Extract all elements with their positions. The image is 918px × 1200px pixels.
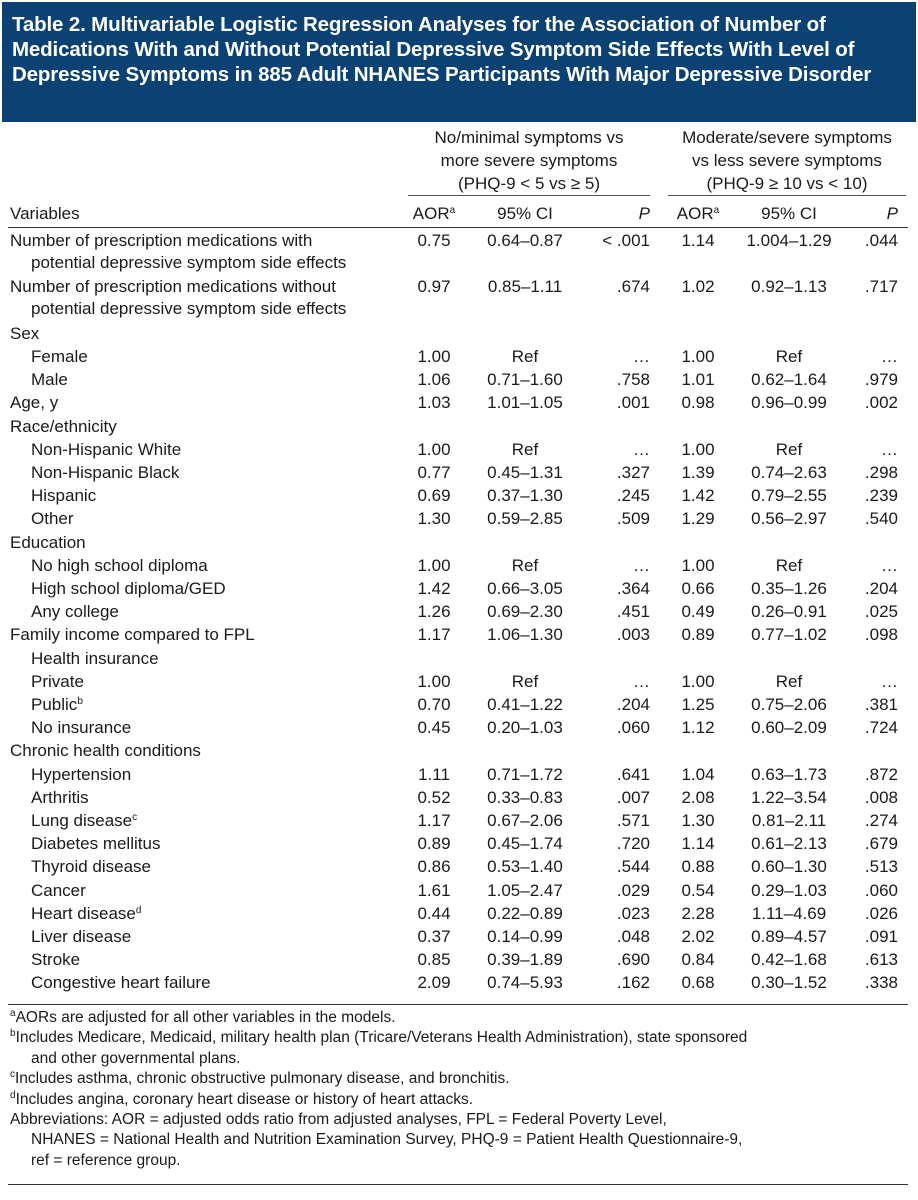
cell-ci-2: 0.35–1.26 (751, 579, 827, 598)
table-row (10, 787, 906, 810)
cell-p-1: .674 (616, 277, 650, 297)
cell-aor-1: 0.70 (417, 695, 451, 714)
cell-aor-2: 1.12 (681, 718, 715, 738)
cell-aor-2: 0.88 (681, 857, 715, 877)
table-row (10, 276, 906, 319)
cell-aor-2: 1.30 (681, 811, 715, 830)
footnote: $^a$AORs are adjusted for all other variables in the models. (10, 1008, 396, 1026)
cell-aor-2: 1.00 (681, 671, 715, 691)
cell-ci-2: 0.60–2.09 (751, 718, 827, 738)
aor-header-1: AOR$^a$ (412, 204, 456, 223)
row-label: Congestive heart failure (31, 973, 211, 993)
cell-aor-1: 1.03 (417, 393, 451, 413)
body-bottom-rule (8, 1004, 908, 1005)
cell-aor-1: 1.17 (417, 811, 451, 830)
cell-ci-2: 0.89–4.57 (751, 927, 827, 946)
cell-p-1: .509 (616, 509, 650, 529)
row-label-continued: potential depressive symptom side effects (31, 253, 347, 272)
cell-p-1: .451 (616, 602, 650, 622)
cell-aor-2: 1.04 (681, 764, 715, 784)
group-2-line-3: (PHQ-9 ≥ 10 vs < 10) (706, 174, 868, 193)
cell-ci-2: 0.75–2.06 (751, 695, 827, 714)
cell-p-2: .872 (864, 764, 898, 784)
cell-ci-2: 0.56–2.97 (751, 509, 827, 529)
cell-p-1: … (633, 671, 650, 691)
row-label: Female (31, 347, 88, 366)
aor-header-2: AOR$^a$ (676, 204, 720, 223)
cell-ci-2: Ref (775, 555, 803, 575)
table-row (10, 717, 906, 740)
group-header-2 (668, 126, 906, 195)
cell-p-1: .720 (616, 834, 650, 854)
cell-ci-2: 0.79–2.55 (751, 486, 827, 506)
cell-p-2: .338 (864, 973, 898, 993)
row-label: Other (31, 509, 74, 529)
row-label: Lung disease$^c$ (31, 811, 138, 830)
table-row (10, 462, 906, 485)
cell-aor-2: 2.08 (681, 787, 715, 807)
cell-ci-2: Ref (775, 439, 803, 459)
cell-aor-1: 1.26 (417, 602, 451, 622)
cell-ci-2: 0.77–1.02 (751, 625, 827, 645)
table-row (10, 972, 906, 995)
group-2-line-2: vs less severe symptoms (692, 151, 882, 170)
row-label: Number of prescription medications without (10, 277, 336, 297)
row-label: Diabetes mellitus (31, 834, 161, 854)
cell-ci-2: Ref (775, 671, 803, 691)
cell-ci-2: 0.42–1.68 (751, 950, 827, 970)
table-row (10, 856, 906, 879)
cell-ci-2: 1.22–3.54 (751, 787, 827, 807)
cell-aor-2: 1.42 (681, 486, 715, 506)
cell-ci-1: Ref (511, 671, 539, 691)
table-row (10, 624, 906, 647)
cell-ci-1: 0.71–1.72 (487, 764, 563, 784)
cell-ci-2: 0.29–1.03 (751, 880, 827, 900)
cell-p-2: .513 (864, 857, 898, 877)
cell-aor-2: 2.02 (681, 927, 715, 946)
cell-aor-1: 0.44 (417, 903, 451, 923)
cell-ci-1: 0.37–1.30 (487, 486, 563, 506)
cell-aor-1: 2.09 (417, 973, 451, 993)
section-row (10, 740, 906, 763)
footnote: Abbreviations: AOR = adjusted odds ratio from adjusted analyses, FPL = Federal Poverty Level, NHANES = National Health and Nutrition Examination Survey, PHQ-9 = Patient Health Questionnaire-9, ref = reference group. (10, 1111, 743, 1169)
row-label: Private (31, 671, 84, 691)
cell-ci-2: 1.11–4.69 (751, 903, 827, 923)
section-row (10, 323, 906, 346)
cell-p-2: … (881, 671, 898, 691)
group-2-rule (668, 195, 906, 196)
table-row (10, 810, 906, 833)
cell-p-1: .204 (616, 695, 650, 714)
row-label: Male (31, 370, 68, 390)
row-label: No high school diploma (31, 555, 208, 575)
cell-aor-1: 1.00 (417, 439, 451, 459)
cell-p-1: .003 (616, 625, 650, 645)
cell-p-1: .023 (616, 903, 650, 923)
row-label: Race/ethnicity (10, 416, 117, 436)
ci-header-2: 95% CI (761, 204, 817, 223)
table-body (10, 230, 906, 1004)
row-label: Chronic health conditions (10, 741, 201, 761)
section-row (10, 416, 906, 439)
group-2-line-1: Moderate/severe symptoms (682, 128, 892, 147)
section-row (10, 532, 906, 555)
cell-aor-1: 0.97 (417, 277, 451, 297)
group-1-line-1: No/minimal symptoms vs (434, 128, 624, 147)
table-row (10, 578, 906, 601)
cell-aor-1: 1.00 (417, 347, 451, 366)
cell-aor-1: 1.00 (417, 671, 451, 691)
cell-aor-2: 0.54 (681, 880, 715, 900)
row-label: Any college (31, 602, 119, 622)
cell-p-2: .060 (864, 880, 898, 900)
cell-p-2: .002 (864, 393, 898, 413)
cell-aor-1: 1.61 (417, 880, 451, 900)
cell-ci-2: 0.63–1.73 (751, 764, 827, 784)
row-label: Thyroid disease (31, 857, 152, 877)
cell-p-1: .245 (616, 486, 650, 506)
cell-p-2: .724 (864, 718, 898, 738)
p-header-2: P (886, 204, 898, 223)
cell-ci-1: 0.20–1.03 (487, 718, 563, 738)
table-row (10, 903, 906, 926)
cell-p-1: .029 (616, 880, 650, 900)
cell-ci-1: Ref (511, 439, 539, 459)
cell-aor-1: 1.30 (417, 509, 451, 529)
cell-aor-1: 0.75 (417, 231, 451, 250)
cell-aor-1: 1.00 (417, 555, 451, 575)
row-label: Hypertension (31, 764, 132, 784)
cell-aor-2: 0.68 (681, 973, 715, 993)
cell-aor-2: 1.14 (681, 834, 715, 854)
cell-aor-1: 0.69 (417, 486, 451, 506)
group-1-line-2: more severe symptoms (440, 151, 618, 170)
cell-aor-1: 1.42 (417, 579, 451, 598)
variables-header: Variables (10, 204, 80, 223)
table-row (10, 671, 906, 694)
header-rule (8, 227, 908, 228)
row-label: Non-Hispanic Black (31, 463, 180, 482)
cell-ci-1: 1.05–2.47 (487, 880, 563, 900)
cell-ci-1: 0.45–1.31 (487, 463, 563, 482)
cell-ci-1: 0.59–2.85 (487, 509, 563, 529)
cell-ci-1: Ref (511, 555, 539, 575)
cell-p-2: .274 (864, 811, 898, 830)
table-row (10, 555, 906, 578)
table-row (10, 485, 906, 508)
table-row (10, 949, 906, 972)
table-row (10, 926, 906, 949)
cell-p-1: .641 (616, 764, 650, 784)
row-label-continued: potential depressive symptom side effects (31, 299, 347, 319)
cell-p-1: … (633, 555, 650, 575)
cell-aor-1: 0.86 (417, 857, 451, 877)
row-label: High school diploma/GED (31, 579, 226, 598)
row-label: Stroke (31, 950, 81, 970)
cell-aor-1: 0.37 (417, 927, 451, 946)
cell-p-2: … (881, 439, 898, 459)
cell-aor-2: 2.28 (681, 903, 715, 923)
group-1-rule (408, 195, 650, 196)
cell-ci-1: 0.67–2.06 (487, 811, 563, 830)
cell-p-1: … (633, 347, 650, 366)
footnotes (10, 1008, 906, 1171)
cell-aor-2: 0.49 (681, 602, 715, 622)
cell-p-2: .026 (864, 903, 898, 923)
cell-ci-2: 0.96–0.99 (751, 393, 827, 413)
cell-ci-1: 0.71–1.60 (487, 370, 563, 390)
cell-aor-1: 0.45 (417, 718, 451, 738)
cell-aor-2: 1.00 (681, 555, 715, 575)
row-label: Non-Hispanic White (31, 439, 182, 459)
cell-aor-1: 0.89 (417, 834, 451, 854)
cell-p-1: < .001 (602, 231, 650, 250)
footnote: $^d$Includes angina, coronary heart disease or history of heart attacks. (10, 1089, 474, 1108)
table-row (10, 764, 906, 787)
footnotes-bottom-rule (8, 1184, 908, 1185)
row-label: Education (10, 532, 86, 552)
cell-p-2: .098 (864, 625, 898, 645)
cell-p-2: .381 (864, 695, 898, 714)
table-row (10, 694, 906, 717)
cell-p-2: .008 (864, 787, 898, 807)
cell-ci-2: 0.81–2.11 (751, 811, 827, 830)
cell-p-2: .717 (864, 277, 898, 297)
table-row (10, 833, 906, 856)
cell-aor-2: 1.00 (681, 347, 715, 366)
cell-ci-2: 0.30–1.52 (751, 973, 827, 993)
cell-p-2: .091 (864, 927, 898, 946)
cell-p-1: .544 (616, 857, 650, 877)
cell-aor-2: 1.02 (681, 277, 715, 297)
row-label: Number of prescription medications with (10, 231, 313, 250)
cell-aor-2: 1.14 (681, 231, 715, 250)
cell-aor-1: 0.77 (417, 463, 451, 482)
cell-p-1: .571 (616, 811, 650, 830)
cell-ci-1: 0.85–1.11 (487, 277, 563, 297)
cell-p-2: .239 (864, 486, 898, 506)
cell-aor-1: 0.85 (417, 950, 451, 970)
cell-p-1: … (633, 439, 650, 459)
cell-aor-1: 1.06 (417, 370, 451, 390)
cell-p-2: .540 (864, 509, 898, 529)
table-row (10, 508, 906, 531)
cell-p-1: .007 (616, 787, 650, 807)
row-label: Arthritis (31, 787, 89, 807)
footnote: $^c$Includes asthma, chronic obstructive pulmonary disease, and bronchitis. (10, 1069, 510, 1088)
cell-ci-1: 1.06–1.30 (487, 625, 563, 645)
group-header-1 (408, 126, 650, 195)
cell-aor-2: 0.84 (681, 950, 715, 970)
cell-ci-2: Ref (775, 347, 803, 366)
row-label: Liver disease (31, 927, 132, 946)
cell-aor-2: 1.39 (681, 463, 715, 482)
cell-p-2: .298 (864, 463, 898, 482)
cell-ci-1: Ref (511, 347, 539, 366)
section-row (10, 648, 906, 671)
cell-ci-1: 0.45–1.74 (487, 834, 563, 854)
row-label: Public$^b$ (31, 695, 83, 714)
cell-p-1: .690 (616, 950, 650, 970)
cell-ci-2: 0.60–1.30 (751, 857, 827, 877)
footnote: $^b$Includes Medicare, Medicaid, military health plan (Tricare/Veterans Health Administration), state sponsored and other governmental plans. (10, 1028, 748, 1067)
cell-aor-2: 1.25 (681, 695, 715, 714)
cell-ci-2: 0.61–2.13 (751, 834, 827, 854)
ci-header-1: 95% CI (497, 204, 553, 223)
cell-p-2: .044 (864, 231, 898, 250)
cell-ci-2: 0.74–2.63 (751, 463, 827, 482)
cell-aor-2: 1.00 (681, 439, 715, 459)
cell-p-1: .001 (616, 393, 650, 413)
row-label: Sex (10, 323, 40, 343)
cell-aor-2: 1.29 (681, 509, 715, 529)
cell-p-1: .060 (616, 718, 650, 738)
cell-aor-1: 1.11 (418, 764, 450, 784)
cell-p-2: .613 (864, 950, 898, 970)
cell-ci-1: 0.14–0.99 (487, 927, 563, 946)
cell-p-1: .162 (616, 973, 650, 993)
cell-aor-2: 1.01 (681, 370, 715, 390)
cell-ci-1: 0.41–1.22 (487, 695, 563, 714)
cell-ci-1: 0.53–1.40 (487, 857, 563, 877)
cell-p-2: … (881, 347, 898, 366)
cell-ci-1: 1.01–1.05 (487, 393, 563, 413)
cell-ci-2: 0.62–1.64 (751, 370, 827, 390)
cell-ci-1: 0.33–0.83 (487, 787, 563, 807)
row-label: Family income compared to FPL (10, 625, 255, 645)
row-label: Hispanic (31, 486, 97, 506)
cell-p-1: .327 (616, 463, 650, 482)
cell-ci-2: 0.26–0.91 (751, 602, 827, 622)
table-row (10, 346, 906, 369)
cell-ci-1: 0.74–5.93 (487, 973, 563, 993)
table-row (10, 392, 906, 415)
cell-ci-1: 0.39–1.89 (487, 950, 563, 970)
row-label: No insurance (31, 718, 132, 738)
table-row (10, 439, 906, 462)
cell-ci-1: 0.22–0.89 (487, 903, 563, 923)
table-row (10, 601, 906, 624)
table-row (10, 230, 906, 272)
cell-aor-2: 0.66 (681, 579, 715, 598)
cell-ci-2: 0.92–1.13 (751, 277, 827, 297)
table-row (10, 369, 906, 392)
row-label: Health insurance (31, 648, 159, 668)
row-label: Cancer (31, 880, 86, 900)
cell-ci-1: 0.66–3.05 (487, 579, 563, 598)
row-label: Age, y (10, 393, 59, 413)
table-title: Table 2. Multivariable Logistic Regression Analyses for the Association of Number of Medications With and Without Potential Depressive Symptom Side Effects With Level of Depressive Symptoms in 885 Adult NHANES Participants With Major Depressive Disorder (2, 2, 916, 122)
cell-aor-2: 0.98 (681, 393, 715, 413)
cell-p-2: .025 (864, 602, 898, 622)
cell-ci-1: 0.69–2.30 (487, 602, 563, 622)
cell-ci-2: 1.004–1.29 (746, 231, 832, 250)
cell-p-2: .979 (864, 370, 898, 390)
cell-p-1: .364 (616, 579, 650, 598)
cell-aor-2: 0.89 (681, 625, 715, 645)
cell-p-2: .204 (864, 579, 898, 598)
cell-p-1: .758 (616, 370, 650, 390)
cell-aor-1: 1.17 (417, 625, 451, 645)
cell-aor-1: 0.52 (417, 787, 451, 807)
group-1-line-3: (PHQ-9 < 5 vs ≥ 5) (457, 174, 601, 193)
cell-ci-1: 0.64–0.87 (487, 231, 563, 250)
cell-p-1: .048 (616, 927, 650, 946)
table-header (10, 122, 906, 226)
row-label: Heart disease$^d$ (31, 903, 142, 923)
table-row (10, 880, 906, 903)
cell-p-2: .679 (864, 834, 898, 854)
cell-p-2: … (881, 555, 898, 575)
p-header-1: P (638, 204, 650, 223)
